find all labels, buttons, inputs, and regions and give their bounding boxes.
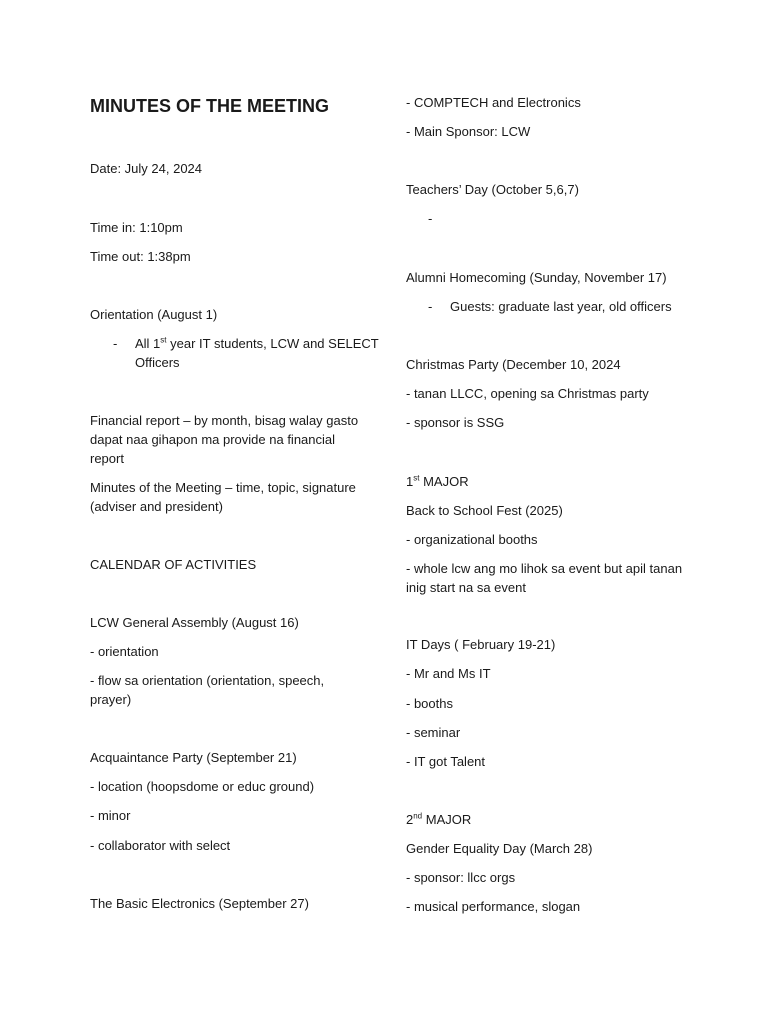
list-item: - minor (90, 808, 131, 823)
list-item: - collaborator with select (90, 838, 231, 853)
bullet-dash: - (428, 299, 433, 314)
alumni-item-text: Guests: graduate last year, old officers (450, 299, 672, 314)
document-title: MINUTES OF THE MEETING (90, 96, 330, 116)
time-in: Time in: 1:10pm (90, 220, 183, 235)
gender-equality-heading: Gender Equality Day (March 28) (406, 841, 593, 856)
bullet-dash: - (113, 336, 118, 351)
list-item: - organizational booths (406, 532, 538, 547)
list-item: - sponsor is SSG (406, 415, 505, 430)
list-item: - musical performance, slogan (406, 899, 581, 914)
financial-report-line1: Financial report – by month, bisag walay gasto (90, 413, 359, 428)
list-item: - seminar (406, 725, 461, 740)
financial-report-line2: dapat naa gihapon ma provide na financial (90, 432, 336, 447)
list-item: - Mr and Ms IT (406, 666, 491, 681)
alumni-list-item (428, 297, 688, 316)
christmas-party-heading: Christmas Party (December 10, 2024 (406, 357, 621, 372)
back-to-school-heading: Back to School Fest (2025) (406, 503, 563, 518)
calendar-heading: CALENDAR OF ACTIVITIES (90, 557, 257, 572)
basic-electronics-heading: The Basic Electronics (September 27) (90, 896, 309, 911)
second-major-heading: 2nd MAJOR (406, 811, 472, 827)
meeting-date: Date: July 24, 2024 (90, 161, 203, 176)
time-out: Time out: 1:38pm (90, 249, 191, 264)
orientation-list-item (113, 334, 379, 374)
orientation-item-line1: All 1st year IT students, LCW and SELECT (135, 335, 379, 351)
alumni-homecoming-heading: Alumni Homecoming (Sunday, November 17) (406, 270, 667, 285)
list-item: - whole lcw ang mo lihok sa event but apil tanan (406, 561, 683, 576)
list-item: - IT got Talent (406, 754, 486, 769)
list-item: - Main Sponsor: LCW (406, 124, 531, 139)
minutes-note-line2: (adviser and president) (90, 499, 223, 514)
orientation-item-line2: Officers (135, 355, 180, 370)
orientation-heading: Orientation (August 1) (90, 307, 218, 322)
general-assembly-heading: LCW General Assembly (August 16) (90, 615, 299, 630)
financial-report-line3: report (90, 451, 124, 466)
bullet-dash: - (428, 211, 433, 226)
list-item: - sponsor: llcc orgs (406, 870, 516, 885)
list-item: - booths (406, 696, 453, 711)
it-days-heading: IT Days ( February 19-21) (406, 637, 556, 652)
list-item-continued: inig start na sa event (406, 580, 526, 595)
first-major-heading: 1st MAJOR (406, 473, 469, 489)
minutes-note-line1: Minutes of the Meeting – time, topic, signature (90, 480, 356, 495)
teachers-day-heading: Teachers’ Day (October 5,6,7) (406, 182, 579, 197)
acquaintance-heading: Acquaintance Party (September 21) (90, 750, 297, 765)
list-item-continued: prayer) (90, 692, 132, 707)
list-item: - flow sa orientation (orientation, speech, (90, 673, 325, 688)
list-item: - COMPTECH and Electronics (406, 95, 581, 110)
list-item: - location (hoopsdome or educ ground) (90, 779, 315, 794)
list-item: - orientation (90, 644, 159, 659)
list-item: - tanan LLCC, opening sa Christmas party (406, 386, 649, 401)
